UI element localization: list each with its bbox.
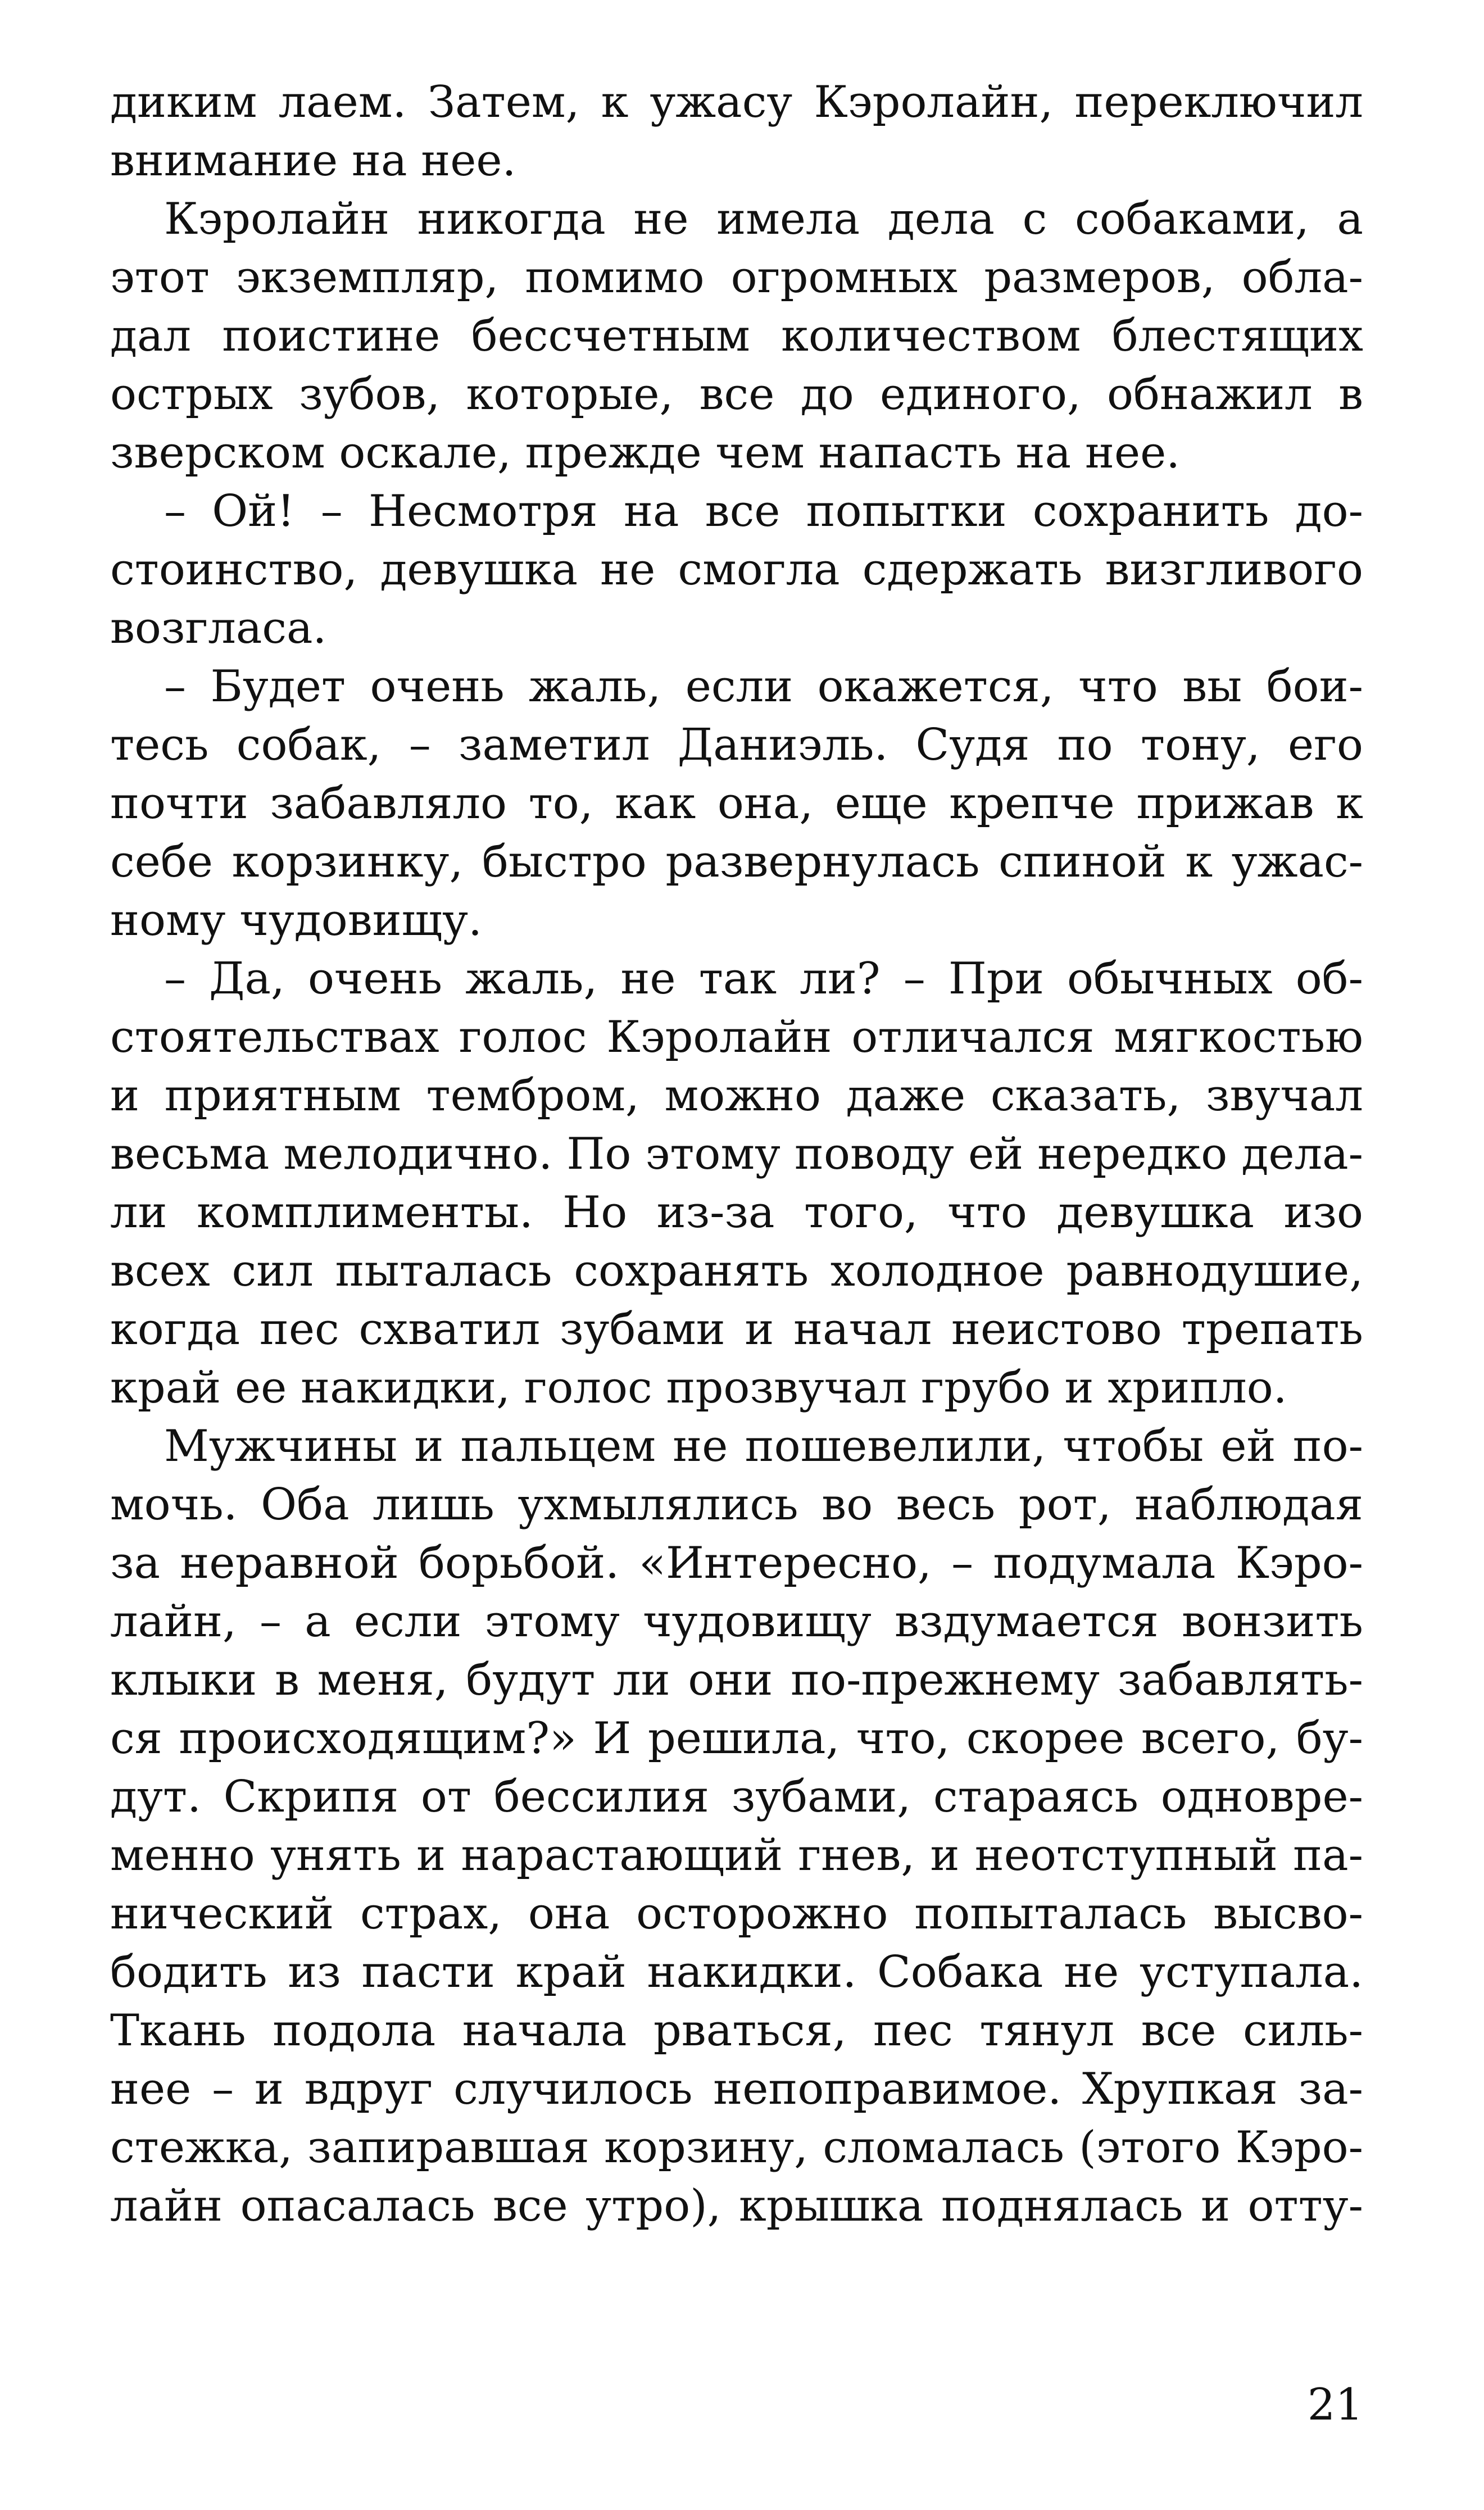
text-line: Мужчины и пальцем не пошевелили, чтобы ей по- — [164, 1421, 1363, 1472]
text-line: всех сил пыталась сохранять холодное равнодушие, — [110, 1246, 1363, 1296]
text-line: тесь собак, – заметил Даниэль. Судя по тону, его — [110, 720, 1363, 770]
text-line: почти забавляло то, как она, еще крепче прижав к — [110, 778, 1363, 829]
text-line: – Да, очень жаль, не так ли? – При обычных об- — [164, 954, 1363, 1004]
text-line: ли комплименты. Но из-за того, что девушка изо — [110, 1187, 1363, 1238]
paragraph — [110, 657, 1363, 950]
text-line: бодить из пасти край накидки. Собака не уступала. — [110, 1947, 1363, 1998]
text-line: за неравной борьбой. «Интересно, – подумала Кэро- — [110, 1538, 1363, 1588]
text-line: лайн, – а если этому чудовищу вздумается вонзить — [110, 1596, 1363, 1647]
paragraph — [110, 950, 1363, 1417]
book-page-text — [110, 73, 1363, 2235]
text-line: Ткань подола начала рваться, пес тянул все силь- — [110, 2005, 1363, 2056]
text-line: клыки в меня, будут ли они по-прежнему забавлять- — [110, 1655, 1363, 1705]
text-line: нический страх, она осторожно попыталась высво- — [110, 1889, 1363, 1939]
text-line: мочь. Оба лишь ухмылялись во весь рот, наблюдая — [110, 1479, 1363, 1530]
text-line: внимание на нее. — [110, 135, 516, 186]
text-line: этот экземпляр, помимо огромных размеров, обла- — [110, 252, 1363, 303]
text-line: стежка, запиравшая корзину, сломалась (этого Кэро- — [110, 2122, 1363, 2173]
text-line: край ее накидки, голос прозвучал грубо и хрипло. — [110, 1363, 1287, 1413]
text-line: когда пес схватил зубами и начал неистово трепать — [110, 1304, 1363, 1355]
text-line: зверском оскале, прежде чем напасть на нее. — [110, 428, 1181, 478]
text-line: лайн опасалась все утро), крышка поднялась и отту- — [110, 2181, 1363, 2231]
text-line: себе корзинку, быстро развернулась спиной к ужас- — [110, 837, 1363, 887]
paragraph — [110, 190, 1363, 482]
text-line: – Ой! – Несмотря на все попытки сохранить до- — [164, 486, 1363, 537]
text-line: нее – и вдруг случилось непоправимое. Хрупкая за- — [110, 2064, 1363, 2114]
text-line: диким лаем. Затем, к ужасу Кэролайн, переключил — [110, 77, 1363, 128]
text-line: Кэролайн никогда не имела дела с собаками, а — [164, 194, 1363, 244]
text-line: – Будет очень жаль, если окажется, что вы бои- — [164, 661, 1363, 712]
text-line: ному чудовищу. — [110, 895, 482, 946]
text-line: острых зубов, которые, все до единого, обнажил в — [110, 369, 1363, 420]
paragraph — [110, 73, 1363, 190]
text-line: дал поистине бессчетным количеством блестящих — [110, 311, 1363, 361]
text-line: стоятельствах голос Кэролайн отличался мягкостью — [110, 1012, 1363, 1063]
text-line: стоинство, девушка не смогла сдержать визгливого — [110, 544, 1363, 595]
page-number: 21 — [1307, 2380, 1363, 2430]
text-line: ся происходящим?» И решила, что, скорее всего, бу- — [110, 1713, 1363, 1764]
text-line: менно унять и нарастающий гнев, и неотступный па- — [110, 1830, 1363, 1881]
text-line: и приятным тембром, можно даже сказать, звучал — [110, 1070, 1363, 1121]
text-line: весьма мелодично. По этому поводу ей нередко дела- — [110, 1129, 1363, 1179]
paragraph — [110, 482, 1363, 657]
paragraph — [110, 1417, 1363, 2235]
text-line: возгласа. — [110, 603, 327, 653]
text-line: дут. Скрипя от бессилия зубами, стараясь одновре- — [110, 1772, 1363, 1822]
